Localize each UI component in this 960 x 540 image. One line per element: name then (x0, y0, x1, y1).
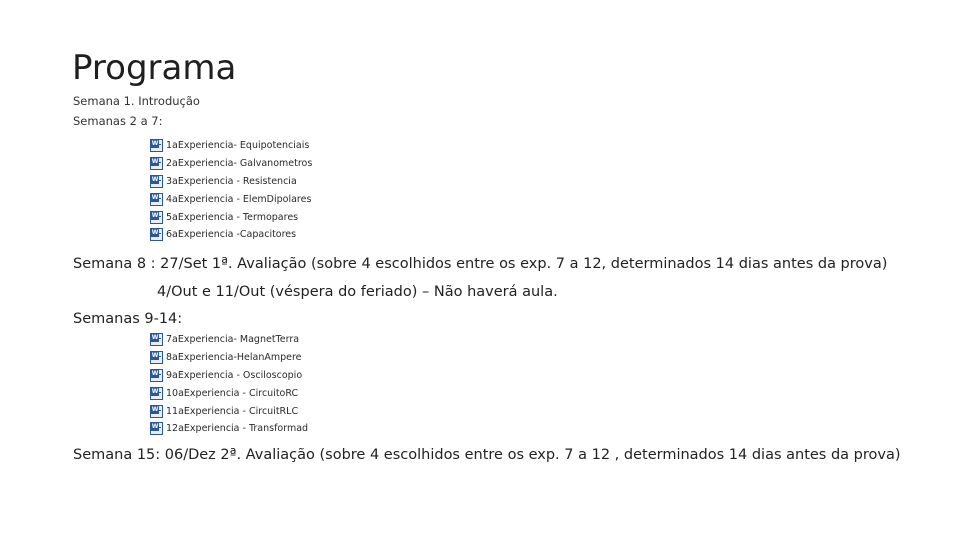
no-class-line: 4/Out e 11/Out (véspera do feriado) – Não haverá aula. (157, 284, 558, 300)
file-item[interactable] (150, 137, 312, 155)
semanas9-14-heading: Semanas 9-14: (73, 311, 183, 327)
word-document-icon (150, 405, 163, 418)
word-document-icon (150, 228, 163, 241)
file-item[interactable] (150, 173, 312, 191)
file-item[interactable] (150, 226, 312, 244)
file-name: 6aExperiencia -Capacitores (166, 229, 297, 241)
file-item[interactable] (150, 367, 308, 385)
file-item[interactable] (150, 331, 308, 349)
file-list-b (150, 331, 309, 435)
page-title: Programa (72, 48, 237, 88)
semana8-line: Semana 8 : 27/Set 1ª. Avaliação (sobre 4 escolhidos entre os exp. 7 a 12, determinados 14 dias antes da prova) (73, 256, 888, 272)
file-item[interactable] (150, 208, 312, 226)
file-name: 7aExperiencia- MagnetTerra (166, 334, 300, 346)
word-document-icon (150, 139, 163, 152)
file-list-a (150, 137, 312, 244)
file-name: 11aExperiencia - CircuitRLC (166, 405, 299, 417)
file-name: 3aExperiencia - Resistencia (166, 175, 297, 187)
intro-weeks2-7: Semanas 2 a 7: (73, 114, 163, 128)
word-document-icon (150, 193, 163, 206)
word-document-icon (150, 175, 163, 188)
file-name: 8aExperiencia-HelanAmpere (166, 352, 302, 364)
file-name: 10aExperiencia - CircuitoRC (166, 387, 299, 399)
file-item[interactable] (150, 349, 308, 367)
semana15-line: Semana 15: 06/Dez 2ª. Avaliação (sobre 4 escolhidos entre os exp. 7 a 12 , determinados 14 dias antes da prova) (73, 447, 901, 463)
word-document-icon (150, 369, 163, 382)
file-item[interactable] (150, 384, 308, 402)
word-document-icon (150, 211, 163, 224)
intro-week1: Semana 1. Introdução (73, 94, 200, 108)
file-name: 4aExperiencia - ElemDipolares (166, 193, 312, 205)
file-item[interactable] (150, 420, 308, 438)
file-name: 2aExperiencia- Galvanometros (166, 158, 313, 170)
file-item[interactable] (150, 190, 312, 208)
file-name: 12aExperiencia - Transformad (166, 423, 309, 435)
file-item[interactable] (150, 402, 308, 420)
word-document-icon (150, 333, 163, 346)
word-document-icon (150, 157, 163, 170)
word-document-icon (150, 422, 163, 435)
file-item[interactable] (150, 155, 312, 173)
file-name: 5aExperiencia - Termopares (166, 211, 299, 223)
file-name: 1aExperiencia- Equipotenciais (166, 140, 310, 152)
word-document-icon (150, 351, 163, 364)
file-name: 9aExperiencia - Osciloscopio (166, 369, 303, 381)
word-document-icon (150, 387, 163, 400)
